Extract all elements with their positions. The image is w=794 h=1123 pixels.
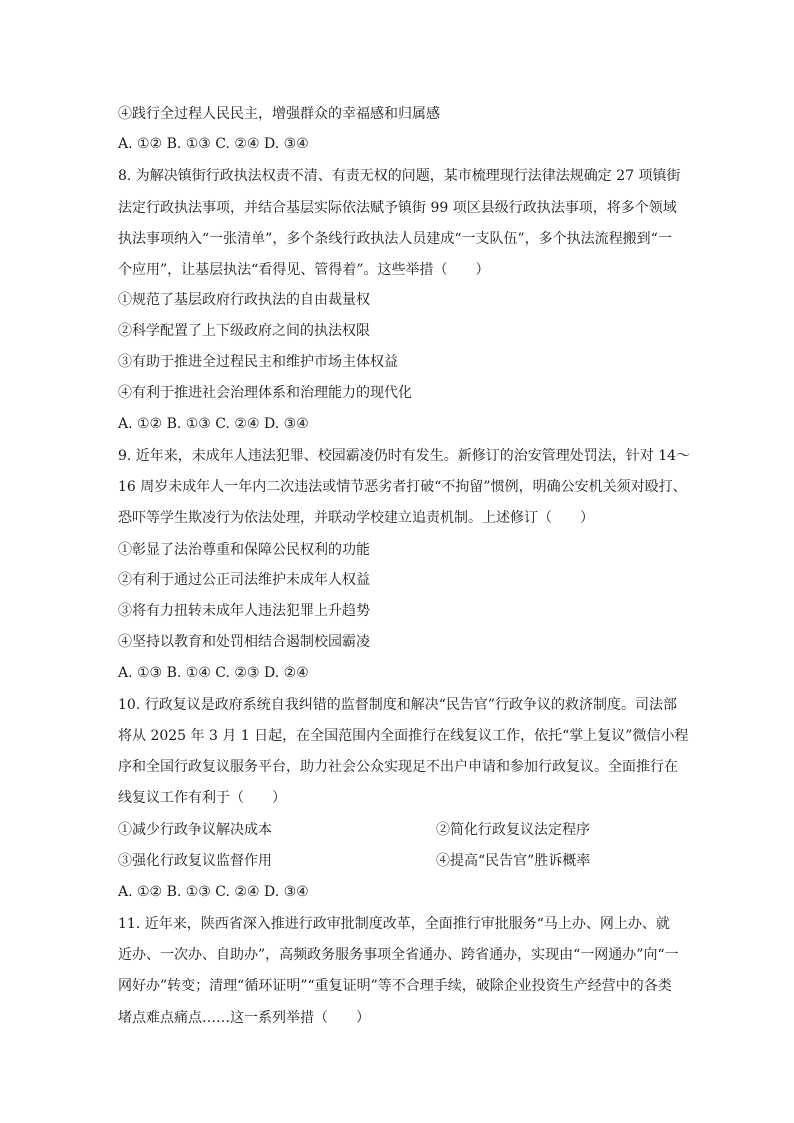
q9-option-1: ①彰显了法治尊重和保障公民权利的功能 bbox=[118, 542, 370, 558]
q10-stem-line-2: 将从 2025 年 3 月 1 日起，在全国范围内全面推行在线复议工作，依托“掌上复议”微信小程 bbox=[118, 728, 689, 744]
q10-stem-line-1: 10. 行政复议是政府系统自我纠错的监督制度和解决“民告官”行政争议的救济制度。司法部 bbox=[118, 697, 678, 713]
q8-option-3: ③有助于推进全过程民主和维护市场主体权益 bbox=[118, 354, 398, 370]
q7-answer-choices: A. ①② B. ①③ C. ②④ D. ③④ bbox=[118, 136, 309, 152]
q9-answer-choices: A. ①③ B. ①④ C. ②③ D. ②④ bbox=[118, 665, 309, 681]
q9-stem-line-2: 16 周岁未成年人一年内二次违法或情节恶劣者打破“不拘留”惯例，明确公安机关须对殴打、 bbox=[118, 479, 687, 495]
q10-option-4: ④提高“民告官”胜诉概率 bbox=[436, 853, 591, 869]
q8-stem-line-3: 执法事项纳入“一张清单”，多个条线行政执法人员建成“一支队伍”，多个执法流程搬到“一 bbox=[118, 231, 672, 247]
q8-stem-line-4: 个应用”，让基层执法“看得见、管得着”。这些举措（ ） bbox=[118, 262, 490, 278]
q10-options-row-1 bbox=[118, 822, 590, 838]
q10-answer-choices: A. ①② B. ①③ C. ②④ D. ③④ bbox=[118, 884, 309, 900]
q8-option-2: ②科学配置了上下级政府之间的执法权限 bbox=[118, 323, 370, 339]
q9-option-2: ②有利于通过公正司法维护未成年人权益 bbox=[118, 572, 370, 588]
q10-option-1: ①减少行政争议解决成本 bbox=[118, 822, 272, 838]
q8-option-1: ①规范了基层政府行政执法的自由裁量权 bbox=[118, 292, 370, 308]
q10-stem-line-4: 线复议工作有利于（ ） bbox=[118, 790, 286, 806]
q10-stem-line-3: 序和全国行政复议服务平台，助力社会公众实现足不出户申请和参加行政复议。全面推行在 bbox=[118, 759, 678, 775]
q10-option-2: ②简化行政复议法定程序 bbox=[436, 822, 590, 838]
q7-option-4: ④践行全过程人民民主，增强群众的幸福感和归属感 bbox=[118, 106, 440, 122]
q11-stem-line-3: 网好办”转变；清理“循环证明”“重复证明”等不合理手续，破除企业投资生产经营中的各类 bbox=[118, 978, 672, 994]
q8-answer-choices: A. ①② B. ①③ C. ②④ D. ③④ bbox=[118, 416, 309, 432]
q11-stem-line-2: 近办、一次办、自助办”，高频政务服务事项全省通办、跨省通办，实现由“一网通办”向“一 bbox=[118, 947, 679, 963]
q9-stem-line-1: 9. 近年来，未成年人违法犯罪、校园霸凌仍时有发生。新修订的治安管理处罚法，针对 14～ bbox=[118, 448, 691, 464]
q10-option-3: ③强化行政复议监督作用 bbox=[118, 853, 272, 869]
q11-stem-line-4: 堵点难点痛点……这一系列举措（ ） bbox=[118, 1010, 370, 1026]
q9-stem-line-3: 恐吓等学生欺凌行为依法处理，并联动学校建立追责机制。上述修订（ ） bbox=[118, 510, 594, 526]
q11-stem-line-1: 11. 近年来，陕西省深入推进行政审批制度改革，全面推行审批服务“马上办、网上办、就 bbox=[118, 916, 670, 932]
q8-option-4: ④有利于推进社会治理体系和治理能力的现代化 bbox=[118, 385, 412, 401]
q10-options-row-2 bbox=[118, 853, 591, 869]
q9-option-3: ③将有力扭转未成年人违法犯罪上升趋势 bbox=[118, 603, 370, 619]
q8-stem-line-2: 法定行政执法事项，并结合基层实际依法赋予镇街 99 项区县级行政执法事项，将多个领域 bbox=[118, 200, 677, 216]
q9-option-4: ④坚持以教育和处罚相结合遏制校园霸凌 bbox=[118, 634, 370, 650]
q8-stem-line-1: 8. 为解决镇街行政执法权责不清、有责无权的问题，某市梳理现行法律法规确定 27 项镇街 bbox=[118, 168, 681, 184]
